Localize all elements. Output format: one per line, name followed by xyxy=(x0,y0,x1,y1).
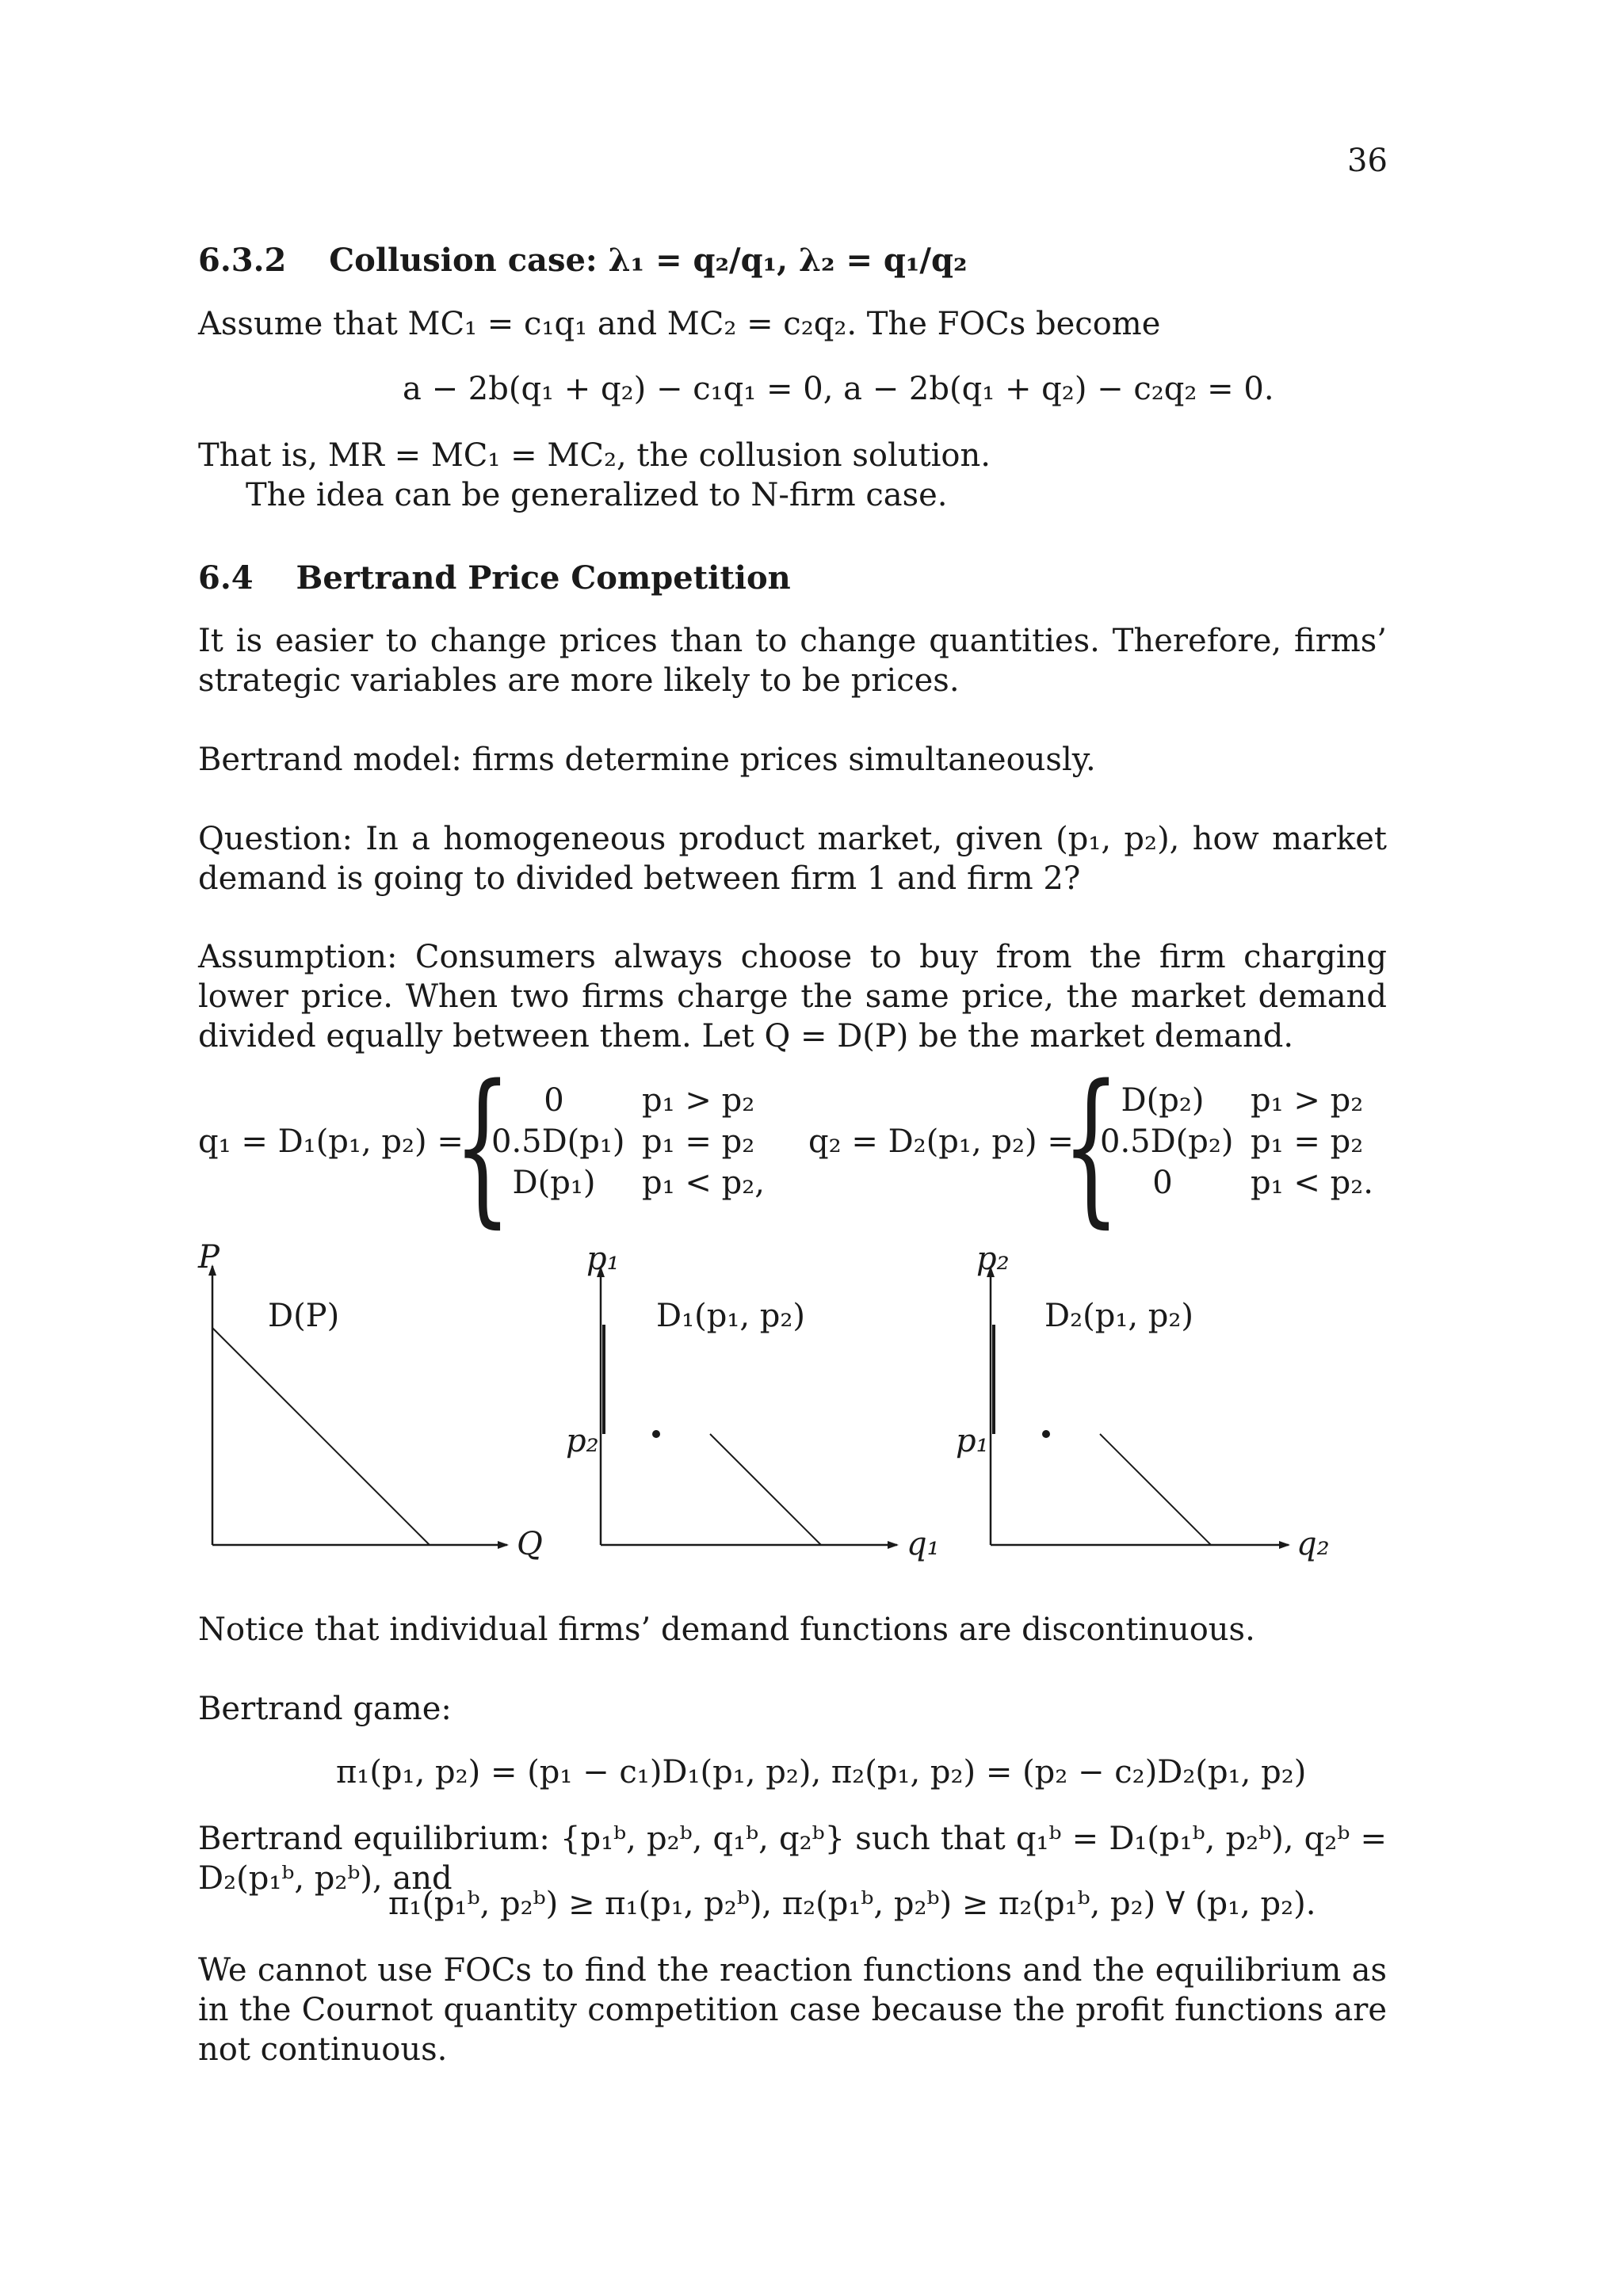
notice-text: Notice that individual firms’ demand functions are discontinuous. xyxy=(198,1611,1255,1648)
q1-case-condition: p₁ = p₂ xyxy=(642,1123,755,1160)
demand-curve xyxy=(212,1328,430,1545)
price-level-label: p₁ xyxy=(956,1423,989,1459)
y-axis-label: p₂ xyxy=(976,1241,1010,1277)
section-number: 6.3.2 xyxy=(198,242,287,279)
section-number: 6.4 xyxy=(198,559,254,597)
q1-lhs: q₁ = D₁(p₁, p₂) = xyxy=(198,1123,464,1160)
assume-text: Assume that MC₁ = c₁q₁ and MC₂ = c₂q₂. The FOCs become xyxy=(198,306,1161,342)
y-axis-label: p₁ xyxy=(586,1241,620,1277)
q2-case-value: 0 xyxy=(1152,1165,1173,1201)
q2-case-value: 0.5D(p₂) xyxy=(1100,1123,1234,1160)
q1-case-condition: p₁ < p₂, xyxy=(642,1165,765,1201)
section-title: Bertrand Price Competition xyxy=(296,559,791,597)
q1-case-value: 0.5D(p₁) xyxy=(491,1123,625,1160)
curve-label: D₁(p₁, p₂) xyxy=(656,1298,806,1334)
paragraph-question: Question: In a homogeneous product market, given (p₁, p₂), how market demand is going to divided between firm 1 and firm 2? xyxy=(198,821,1387,897)
paragraph-assumption: Assumption: Consumers always choose to buy from the firm charging lower price. When two firms charge the same price, the market demand divided equally between them. Let Q = D(P) be the market demand. xyxy=(198,939,1387,1055)
demand-segment xyxy=(710,1434,821,1545)
generalized-text: The idea can be generalized to N-firm case. xyxy=(246,477,948,513)
price-level-label: p₂ xyxy=(566,1423,599,1459)
final-paragraph: We cannot use FOCs to find the reaction functions and the equilibrium as in the Cournot quantity competition case because the profit functions are not continuous. xyxy=(198,1952,1387,2068)
x-axis-label: q₂ xyxy=(1296,1526,1330,1562)
figure-firm2-demand xyxy=(956,1241,1330,1562)
foc-equation: a − 2b(q₁ + q₂) − c₁q₁ = 0, a − 2b(q₁ + q₂) − c₂q₂ = 0. xyxy=(403,371,1274,407)
q1-case-condition: p₁ > p₂ xyxy=(642,1082,755,1119)
x-axis-label: Q xyxy=(517,1526,543,1562)
q1-case-value: D(p₁) xyxy=(512,1165,596,1201)
profit-equation: π₁(p₁, p₂) = (p₁ − c₁)D₁(p₁, p₂), π₂(p₁, p₂) = (p₂ − c₂)D₂(p₁, p₂) xyxy=(336,1754,1307,1791)
q2-brace: { xyxy=(1062,1049,1121,1243)
figure-firm1-demand xyxy=(566,1241,940,1562)
demand-segment xyxy=(1100,1434,1211,1545)
paragraph-bertrand-model: Bertrand model: firms determine prices simultaneously. xyxy=(198,742,1096,778)
q1-case-value: 0 xyxy=(544,1082,564,1119)
q2-case-condition: p₁ < p₂. xyxy=(1251,1165,1373,1201)
q2-case-value: D(p₂) xyxy=(1121,1082,1205,1119)
that-is-text: That is, MR = MC₁ = MC₂, the collusion solution. xyxy=(198,437,991,474)
page-number: 36 xyxy=(1347,143,1388,179)
equilibrium-text: Bertrand equilibrium: {p₁ᵇ, p₂ᵇ, q₁ᵇ, q₂ᵇ} such that q₁ᵇ = D₁(p₁ᵇ, p₂ᵇ), q₂ᵇ = D₂(p₁ᵇ, p₂ᵇ), and xyxy=(198,1821,1387,1897)
equal-price-point xyxy=(1042,1430,1050,1438)
x-axis-label: q₁ xyxy=(907,1526,940,1562)
y-axis-label: P xyxy=(198,1239,220,1276)
paragraph-prices: It is easier to change prices than to change quantities. Therefore, firms’ strategic variables are more likely to be prices. xyxy=(198,623,1387,699)
equal-price-point xyxy=(652,1430,660,1438)
q2-lhs: q₂ = D₂(p₁, p₂) = xyxy=(808,1123,1074,1160)
equilibrium-condition: π₁(p₁ᵇ, p₂ᵇ) ≥ π₁(p₁, p₂ᵇ), π₂(p₁ᵇ, p₂ᵇ) ≥ π₂(p₁ᵇ, p₂) ∀ (p₁, p₂). xyxy=(388,1886,1316,1922)
q2-case-condition: p₁ > p₂ xyxy=(1251,1082,1364,1119)
curve-label: D(P) xyxy=(268,1298,340,1334)
q2-case-condition: p₁ = p₂ xyxy=(1251,1123,1364,1160)
q1-brace: { xyxy=(453,1049,512,1243)
bertrand-game-label: Bertrand game: xyxy=(198,1691,452,1727)
section-title: Collusion case: λ₁ = q₂/q₁, λ₂ = q₁/q₂ xyxy=(329,242,968,279)
figure-market-demand xyxy=(197,1239,543,1562)
curve-label: D₂(p₁, p₂) xyxy=(1044,1298,1194,1334)
